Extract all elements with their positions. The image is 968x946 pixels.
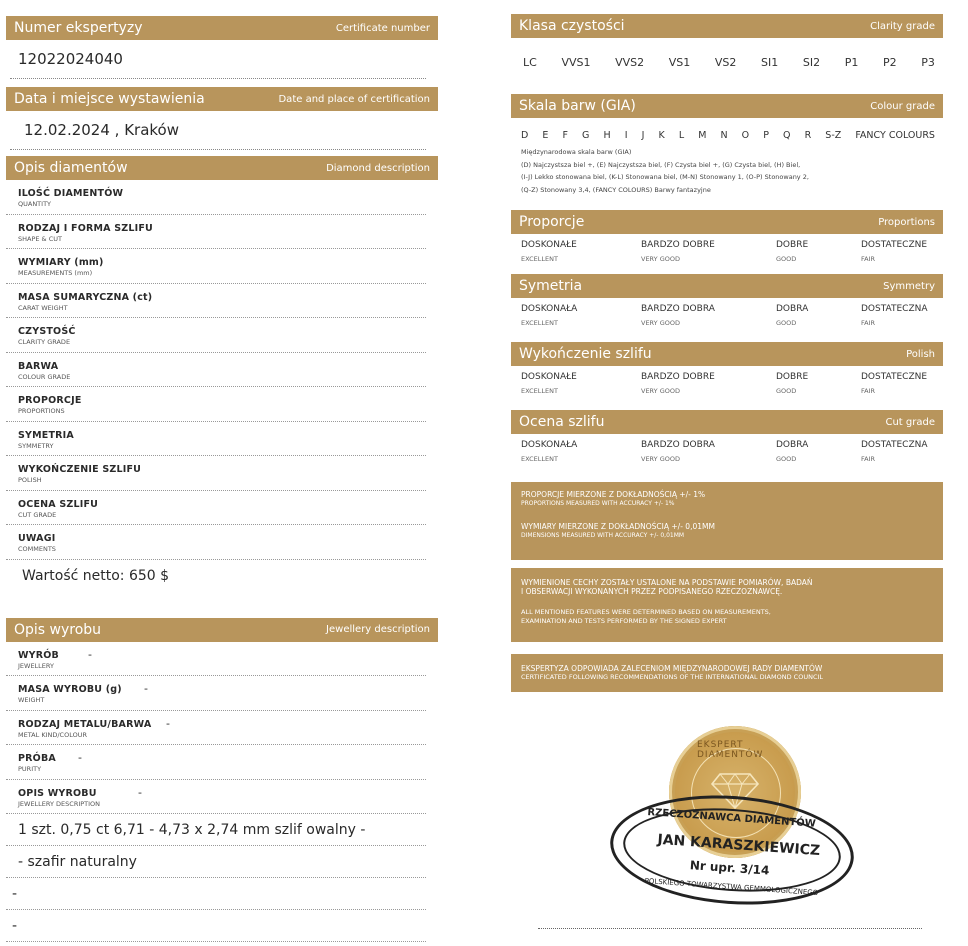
- diamond-field-row: [6, 422, 426, 457]
- jewellery-field-label: MASA WYROBU (g): [18, 684, 122, 695]
- features-en-2: EXAMINATION AND TESTS PERFORMED BY THE SIGNED EXPERT: [521, 617, 727, 625]
- polish-grade: [861, 372, 943, 410]
- symmetry-title-en: Symmetry: [883, 280, 935, 292]
- diamond-description-header: [6, 156, 438, 180]
- colour-letter: N: [720, 130, 728, 141]
- date-place-header: [6, 87, 438, 111]
- jewellery-field-row: [6, 745, 426, 780]
- cut-grade-en: FAIR: [861, 455, 876, 463]
- jewellery-field-row: [6, 780, 426, 815]
- diamond-field-label-en: PROPORTIONS: [18, 407, 65, 415]
- jewellery-title-en: Jewellery description: [326, 624, 430, 635]
- cut-grades: [511, 440, 943, 482]
- council-en: CERTIFICATED FOLLOWING RECOMMENDATIONS OF THE INTERNATIONAL DIAMOND COUNCIL: [521, 673, 824, 681]
- diamond-fields: [6, 180, 438, 560]
- cut-title-en: Cut grade: [885, 416, 935, 428]
- diamond-field-label: CZYSTOŚĆ: [18, 326, 76, 337]
- symmetry-grade-pl: DOSTATECZNA: [861, 304, 928, 314]
- symmetry-grade-en: FAIR: [861, 319, 876, 327]
- proportions-grade-pl: BARDZO DOBRE: [641, 240, 715, 250]
- colour-description-line: (Q-Z) Stonowany 3,4, (FANCY COLOURS) Barwy fantazyjne: [521, 185, 711, 194]
- colour-letter: J: [641, 130, 645, 141]
- polish-grade-pl: DOBRE: [776, 372, 809, 382]
- cert-number-value: 12022024040: [10, 40, 426, 79]
- clarity-grade: LC: [523, 55, 537, 69]
- colour-letter: O: [741, 130, 750, 141]
- jewellery-field-label: RODZAJ METALU/BARWA: [18, 718, 152, 730]
- diamond-field-label: MASA SUMARYCZNA (ct): [18, 291, 153, 303]
- date-place-title-en: Date and place of certification: [278, 93, 430, 105]
- cut-grade-en: VERY GOOD: [641, 455, 680, 463]
- clarity-grade: P3: [921, 55, 935, 69]
- jewellery-field-value: -: [78, 751, 82, 764]
- proportions-grade: [861, 240, 943, 274]
- colour-letter: FANCY COLOURS: [855, 130, 935, 141]
- cut-grade: [861, 440, 943, 482]
- colour-description-line: (I-J) Lekko stonowana biel, (K-L) Stonowana biel, (M-N) Stonowany 1, (O-P) Stonowany 2,: [521, 173, 809, 181]
- accuracy-dimensions-en: DIMENSIONS MEASURED WITH ACCURACY +/- 0,01MM: [521, 532, 685, 539]
- right-column: [511, 14, 943, 692]
- diamond-field-row: [6, 180, 426, 215]
- diamond-field-label-en: COMMENTS: [18, 545, 56, 553]
- accuracy-box: [511, 482, 943, 560]
- proportions-header: [511, 210, 943, 234]
- diamond-field-row: [6, 491, 426, 526]
- cut-grade: [521, 440, 641, 482]
- symmetry-grade-pl: BARDZO DOBRA: [641, 304, 715, 314]
- diamond-field-label-en: COLOUR GRADE: [18, 372, 71, 381]
- proportions-grade-pl: DOSTATECZNE: [861, 240, 928, 250]
- colour-title: Skala barw (GIA): [519, 98, 636, 114]
- proportions-grade-en: VERY GOOD: [641, 255, 680, 263]
- clarity-grade: VVS2: [615, 55, 645, 69]
- jewellery-title: Opis wyrobu: [14, 621, 102, 638]
- cut-grade-pl: DOBRA: [776, 440, 809, 450]
- diamond-field-label: OCENA SZLIFU: [18, 498, 99, 510]
- jewellery-field-label-en: JEWELLERY DESCRIPTION: [18, 799, 101, 808]
- diamond-field-row: [6, 353, 426, 388]
- cut-grade-pl: DOSKONAŁA: [521, 440, 578, 450]
- accuracy-proportions-en: PROPORTIONS MEASURED WITH ACCURACY +/- 1%: [521, 500, 675, 507]
- jewellery-field-label-en: JEWELLERY: [18, 661, 54, 670]
- jewellery-field-label-en: WEIGHT: [18, 696, 45, 704]
- colour-letter: K: [658, 130, 665, 141]
- clarity-grade: VS1: [668, 55, 691, 69]
- stamp-line-4: POLSKIEGO TOWARZYSTWA GEMMOLOGICZNEGO: [644, 876, 819, 898]
- jewellery-field-label-en: METAL KIND/COLOUR: [18, 730, 87, 739]
- proportions-grade: [641, 240, 776, 274]
- diamond-field-row: [6, 215, 426, 250]
- clarity-grade: VS2: [714, 55, 737, 69]
- colour-letters: [511, 130, 943, 141]
- diamond-field-row: [6, 284, 426, 319]
- polish-grade-en: FAIR: [861, 387, 876, 395]
- polish-grade-en: GOOD: [776, 387, 797, 395]
- cut-grade: [641, 440, 776, 482]
- diamond-field-label: UWAGI: [18, 533, 56, 544]
- colour-letter: G: [582, 130, 590, 141]
- features-pl-2: I OBSERWACJI WYKONANYCH PRZEZ PODPISANEGO RZECZOZNAWCĘ.: [521, 587, 783, 596]
- colour-letter: P: [763, 130, 769, 141]
- clarity-grade: SI1: [761, 55, 779, 69]
- colour-description-line: (D) Najczystsza biel +, (E) Najczystsza biel, (F) Czysta biel +, (G) Czysta biel, (H) Biel,: [521, 160, 801, 169]
- polish-grade: [641, 372, 776, 410]
- symmetry-grade: [861, 304, 943, 342]
- cut-header: [511, 410, 943, 434]
- diamond-field-label-en: POLISH: [18, 476, 42, 484]
- jewellery-description-line: 1 szt. 0,75 ct 6,71 - 4,73 x 2,74 mm szlif owalny -: [6, 814, 426, 846]
- jewellery-lines: [6, 814, 438, 942]
- cert-number-header: [6, 16, 438, 40]
- features-box: [511, 568, 943, 642]
- features-en-1: ALL MENTIONED FEATURES WERE DETERMINED BASED ON MEASUREMENTS,: [521, 608, 771, 616]
- cert-number-title-en: Certificate number: [335, 22, 430, 34]
- polish-header: [511, 342, 943, 366]
- diamond-field-label-en: MEASUREMENTS (mm): [18, 269, 93, 277]
- diamond-field-label: BARWA: [18, 360, 59, 372]
- proportions-grades: [511, 240, 943, 274]
- jewellery-description-line: -: [6, 910, 426, 942]
- proportions-title-en: Proportions: [878, 216, 935, 228]
- proportions-grade-en: FAIR: [861, 255, 876, 263]
- proportions-title: Proporcje: [519, 214, 585, 230]
- jewellery-description-line: -: [6, 878, 426, 910]
- clarity-scale: [511, 38, 943, 86]
- colour-letter: E: [542, 130, 549, 141]
- diamond-field-label: PROPORCJE: [18, 395, 82, 406]
- proportions-grade: [521, 240, 641, 274]
- colour-letter: F: [562, 130, 568, 141]
- clarity-grade: P1: [844, 55, 859, 69]
- stamp-line-3: Nr upr. 3/14: [689, 858, 770, 878]
- polish-grade-pl: DOSKONAŁE: [521, 372, 577, 382]
- council-box: [511, 654, 943, 692]
- cut-grade: [776, 440, 861, 482]
- left-column: [6, 16, 438, 942]
- proportions-grade-en: EXCELLENT: [521, 255, 558, 263]
- jewellery-field-label: WYRÓB: [18, 649, 59, 661]
- symmetry-grade-pl: DOBRA: [776, 304, 809, 314]
- polish-grade: [776, 372, 861, 410]
- jewellery-field-value: -: [166, 716, 170, 730]
- diamond-field-label: ILOŚĆ DIAMENTÓW: [18, 188, 124, 199]
- colour-letter: L: [678, 130, 685, 141]
- symmetry-grade: [641, 304, 776, 342]
- symmetry-header: [511, 274, 943, 298]
- diamond-description-title-en: Diamond description: [326, 162, 430, 174]
- diamond-field-label-en: CUT GRADE: [18, 510, 57, 519]
- symmetry-grade-en: GOOD: [776, 319, 797, 327]
- diamond-field-row: [6, 387, 426, 422]
- clarity-header: [511, 14, 943, 38]
- proportions-grade-pl: DOBRE: [776, 240, 809, 250]
- jewellery-field-label: PRÓBA: [18, 753, 56, 764]
- polish-grades: [511, 372, 943, 410]
- colour-letter: R: [804, 130, 812, 141]
- diamond-field-label: WYMIARY (mm): [18, 257, 104, 268]
- symmetry-grade: [521, 304, 641, 342]
- diamond-description-title: Opis diamentów: [14, 160, 128, 176]
- colour-letter: D: [521, 130, 529, 141]
- diamond-field-row: [6, 456, 426, 491]
- jewellery-description-line: - szafir naturalny: [6, 846, 426, 878]
- stamp-line-1: RZECZOZNAWCA DIAMENTÓW: [647, 807, 817, 830]
- clarity-title-en: Clarity grade: [870, 20, 935, 32]
- proportions-grade-en: GOOD: [776, 255, 797, 263]
- proportions-grade-pl: DOSKONAŁE: [521, 240, 577, 250]
- symmetry-grade-en: EXCELLENT: [521, 319, 558, 327]
- polish-grade-en: EXCELLENT: [521, 387, 558, 395]
- diamond-field-row: [6, 249, 426, 284]
- accuracy-dimensions-pl: WYMIARY MIERZONE Z DOKŁADNOŚCIĄ +/- 0,01MM: [521, 522, 715, 531]
- expert-stamp: [607, 788, 858, 913]
- jewellery-header: [6, 618, 438, 642]
- colour-letter: S-Z: [825, 130, 842, 141]
- jewellery-field-row: [6, 676, 426, 711]
- clarity-title: Klasa czystości: [519, 18, 625, 34]
- polish-title-en: Polish: [906, 348, 935, 360]
- cut-grade-pl: DOSTATECZNA: [861, 440, 928, 450]
- symmetry-grade-pl: DOSKONAŁA: [521, 304, 578, 314]
- cut-grade-pl: BARDZO DOBRA: [641, 440, 715, 450]
- council-pl: EKSPERTYZA ODPOWIADA ZALECENIOM MIĘDZYNARODOWEJ RADY DIAMENTÓW: [521, 664, 823, 673]
- colour-letter: Q: [783, 130, 791, 141]
- symmetry-title: Symetria: [519, 278, 583, 294]
- stamp-line-2: JAN KARASZKIEWICZ: [656, 831, 821, 860]
- polish-grade-en: VERY GOOD: [641, 387, 680, 395]
- diamond-field-label-en: SYMMETRY: [18, 441, 54, 450]
- jewellery-field-value: -: [88, 647, 92, 661]
- diamond-field-label-en: CARAT WEIGHT: [18, 303, 68, 312]
- diamond-field-label: WYKOŃCZENIE SZLIFU: [18, 464, 142, 475]
- jewellery-fields: [6, 642, 438, 815]
- date-place-value: 12.02.2024 , Kraków: [10, 111, 426, 150]
- jewellery-field-row: [6, 711, 426, 746]
- jewellery-field-value: -: [144, 682, 148, 695]
- diamond-field-label-en: SHAPE & CUT: [18, 234, 62, 243]
- symmetry-grade: [776, 304, 861, 342]
- diamond-field-label-en: QUANTITY: [18, 200, 52, 208]
- net-value: Wartość netto: 650 $: [22, 567, 170, 584]
- cut-grade-en: EXCELLENT: [521, 455, 558, 463]
- colour-letter: I: [624, 130, 628, 141]
- proportions-grade: [776, 240, 861, 274]
- diamond-field-row: [6, 318, 426, 353]
- clarity-grade: P2: [883, 55, 897, 69]
- polish-grade-pl: DOSTATECZNE: [861, 372, 928, 382]
- diamond-field-label: RODZAJ I FORMA SZLIFU: [18, 222, 153, 234]
- signature-line: [538, 928, 922, 929]
- clarity-grade: SI2: [802, 55, 821, 69]
- colour-title-en: Colour grade: [870, 100, 935, 112]
- accuracy-proportions-pl: PROPORCJE MIERZONE Z DOKŁADNOŚCIĄ +/- 1%: [521, 490, 706, 499]
- symmetry-grades: [511, 304, 943, 342]
- date-place-title: Data i miejsce wystawienia: [14, 91, 205, 107]
- polish-grade-pl: BARDZO DOBRE: [641, 372, 715, 382]
- symmetry-grade-en: VERY GOOD: [641, 319, 680, 327]
- jewellery-field-row: [6, 642, 426, 677]
- jewellery-field-value: -: [138, 785, 142, 799]
- colour-letter: M: [698, 130, 707, 141]
- jewellery-field-label: OPIS WYROBU: [18, 787, 97, 799]
- cut-grade-en: GOOD: [776, 455, 797, 463]
- diamond-field-label: SYMETRIA: [18, 429, 74, 441]
- colour-description: [511, 146, 943, 196]
- colour-letter: H: [603, 130, 611, 141]
- polish-grade: [521, 372, 641, 410]
- features-pl-1: WYMIENIONE CECHY ZOSTAŁY USTALONE NA PODSTAWIE POMIARÓW, BADAŃ: [521, 578, 813, 587]
- colour-description-line: Międzynarodowa skala barw (GIA): [521, 148, 632, 156]
- cut-title: Ocena szlifu: [519, 414, 605, 430]
- polish-title: Wykończenie szlifu: [519, 346, 652, 362]
- diamond-field-label-en: CLARITY GRADE: [18, 338, 71, 346]
- seal-text: EKSPERT DIAMENTÓW: [697, 740, 764, 760]
- cert-number-title: Numer ekspertyzy: [14, 20, 143, 36]
- clarity-grade: VVS1: [561, 55, 591, 69]
- diamond-field-row: [6, 525, 426, 560]
- jewellery-field-label-en: PURITY: [18, 765, 42, 773]
- colour-header: [511, 94, 943, 118]
